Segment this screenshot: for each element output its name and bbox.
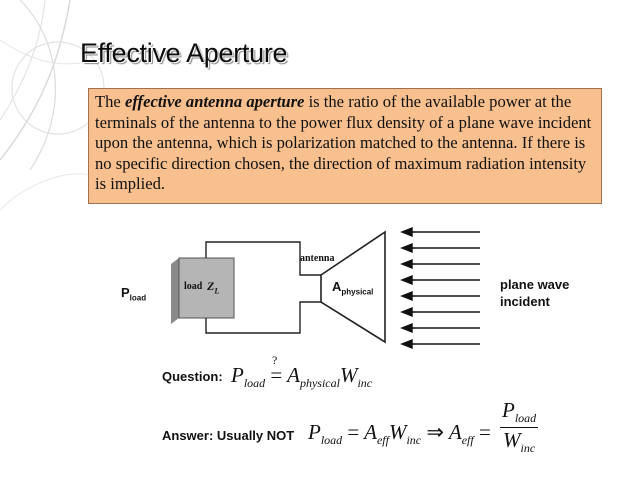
plane-wave-line2: incident — [500, 294, 550, 309]
answer-fraction — [500, 398, 538, 456]
definition-emphasis: effective antenna aperture — [124, 92, 305, 111]
answer-equation: $P_{load} = A_{eff}W_{inc}$ ⇒ $A_{eff}$ = — [308, 420, 491, 448]
a-physical-label: $A_{physical}$ — [332, 279, 374, 297]
load-label: load — [184, 281, 203, 292]
fraction-numerator: $P_{load}$ — [500, 398, 538, 428]
question-mark: ? — [272, 353, 278, 367]
answer-label: Answer: Usually NOT — [162, 428, 295, 443]
p-load-label: $P_{load}$ — [121, 285, 147, 303]
definition-body: is the ratio of the available power at the terminals of the antenna to the power flux density of a plane wave incident upon the antenna, which is polarization matched to the antenna. If there is no specific direction chosen, the direction of maximum radiation intensity is implied. — [95, 92, 592, 194]
slide-title: Effective Aperture — [80, 38, 288, 68]
definition-prefix: The — [95, 92, 121, 111]
fraction-denominator: $W_{inc}$ — [503, 428, 536, 456]
question-label: Question: — [162, 369, 223, 384]
question-equation: $P_{load} = A_{physical}W_{inc}$ — [231, 363, 373, 391]
load-box-side — [171, 258, 179, 324]
antenna-label: antenna — [300, 253, 335, 264]
plane-wave-label — [500, 276, 569, 310]
plane-wave-arrows — [402, 228, 480, 348]
plane-wave-line1: plane wave — [500, 277, 570, 292]
zl-label: $Z_L$ — [207, 279, 220, 296]
